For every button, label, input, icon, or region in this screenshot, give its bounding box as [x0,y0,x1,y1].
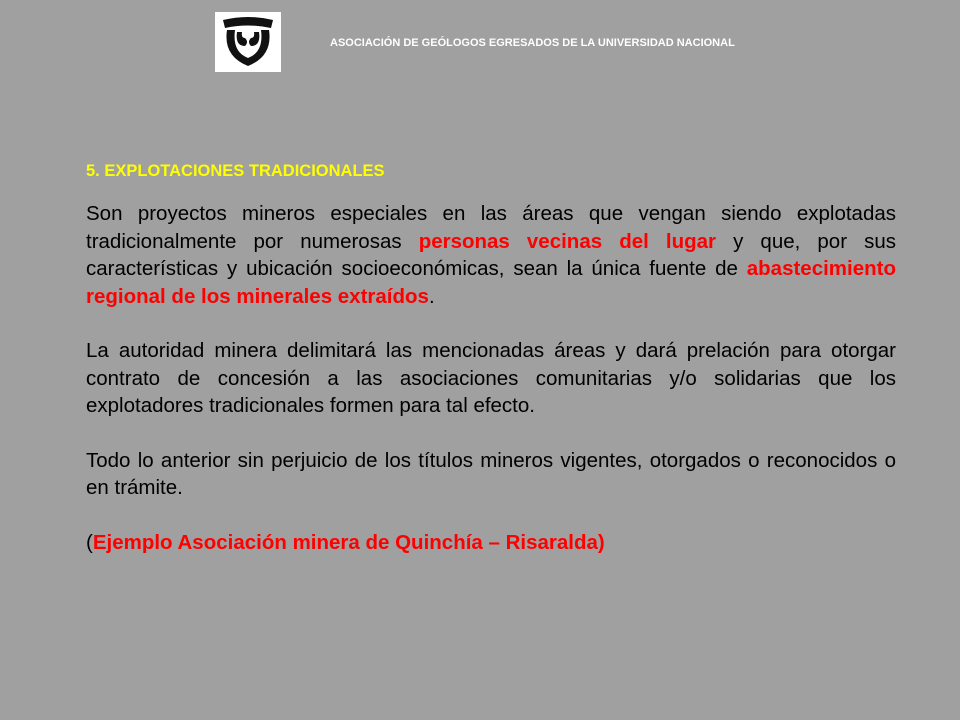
paragraph-definition-part3: . [428,284,435,308]
association-logo-icon [215,12,281,72]
paragraph-definition-part1: Son proyectos mineros especiales en las áreas que vengan siendo explotadas tradicionalmente por numerosas [86,202,896,253]
example-text: Ejemplo Asociación minera de Quinchía – Risaralda) [92,530,605,554]
example-open-paren: ( [86,530,93,554]
highlight-supply: abastecimiento regional de los minerales extraídos [86,257,896,308]
association-name: ASOCIACIÓN DE GEÓLOGOS EGRESADOS DE LA UNIVERSIDAD NACIONAL [330,37,735,49]
highlight-neighbors: personas vecinas del lugar [418,229,717,253]
paragraph-definition [86,200,896,310]
association-logo [215,12,281,72]
section-title: 5. EXPLOTACIONES TRADICIONALES [86,162,385,180]
paragraph-definition-part2: y que, por sus características y ubicación socioeconómicas, sean la única fuente de [86,229,897,280]
example-line [86,529,896,557]
slide-content [86,160,896,556]
paragraph-titles: Todo lo anterior sin perjuicio de los títulos mineros vigentes, otorgados o reconocidos o en trámite. [86,448,896,499]
paragraph-authority: La autoridad minera delimitará las mencionadas áreas y dará prelación para otorgar contrato de concesión a las asociaciones comunitarias y/o solidarias que los explotadores tradicionales formen para tal efecto. [86,339,896,417]
